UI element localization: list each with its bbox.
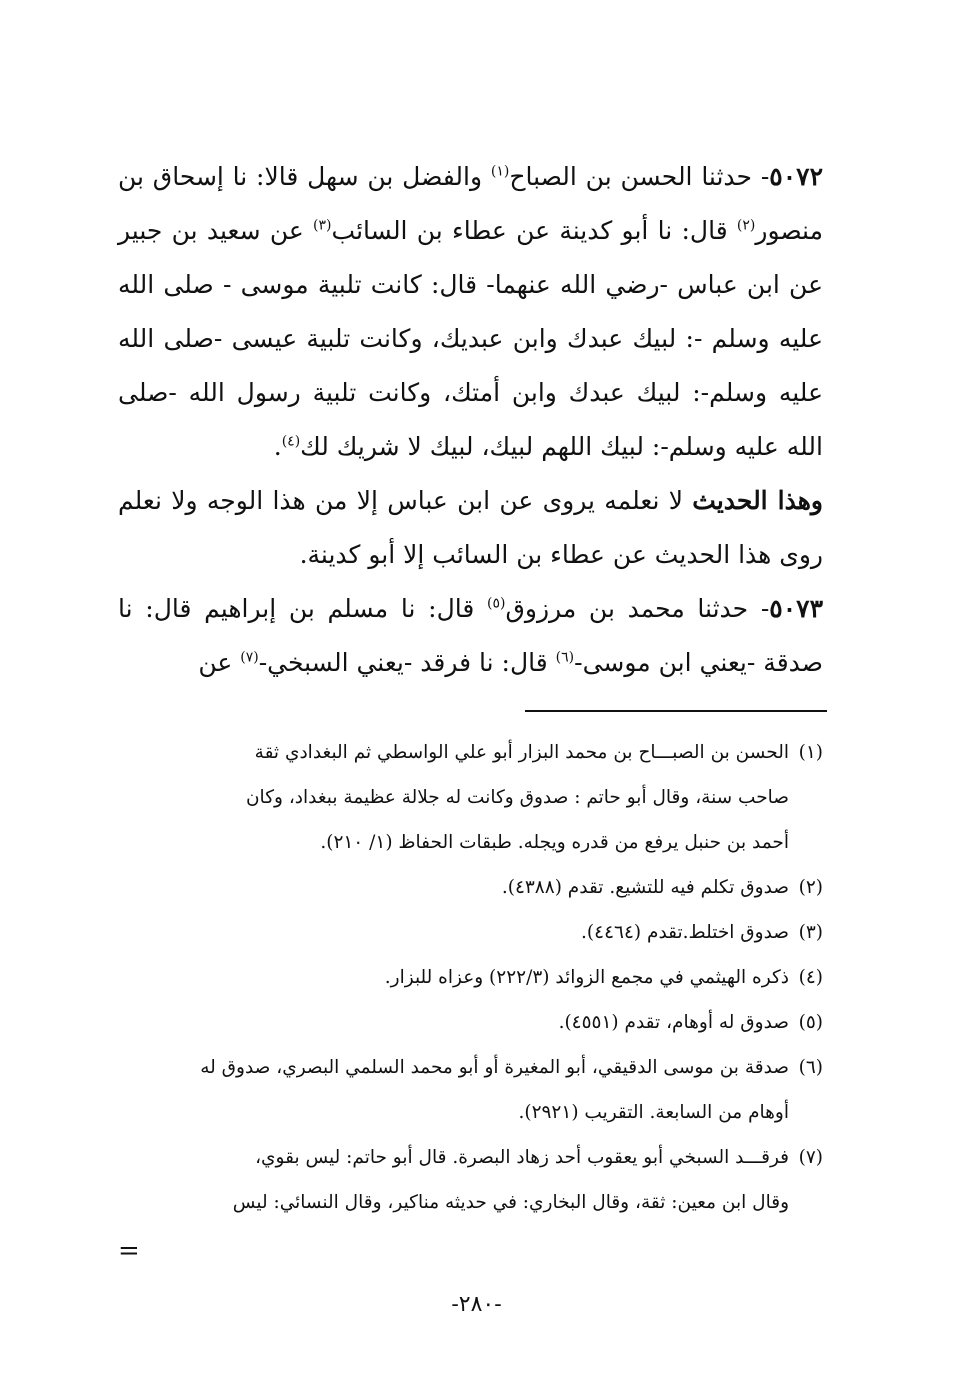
footnote-2: (٢)صدوق تكلم فيه للتشيع. تقدم (٤٣٨٨).: [118, 865, 823, 910]
footnote-ref[interactable]: (٦): [555, 649, 575, 666]
footnote-1: (١)الحسن بن الصبـــاح بن محمد البزار أبو علي الواسطي ثم البغدادي ثقة صاحب سنة، وقال أبو حاتم : صدوق وكانت له جلالة عظيمة ببغداد، وكان أحمد بن حنبل يرفع من قدره ويجله. طبقات الحفاظ (١/ ٢١٠).: [118, 730, 823, 865]
footnote-ref[interactable]: (٥): [487, 595, 506, 612]
footnote-label: (٣): [798, 922, 823, 943]
main-text: [118, 150, 823, 690]
footnote-ref[interactable]: (٢): [736, 217, 756, 234]
footnote-label: (٤): [798, 967, 823, 988]
hadith-number: ٥٠٧٢: [769, 162, 823, 191]
footnote-label: (٧): [798, 1147, 823, 1168]
footnote-5: (٥)صدوق له أوهام، تقدم (٤٥٥١).: [118, 1000, 823, 1045]
footnote-6: (٦)صدقة بن موسى الدقيقي، أبو المغيرة أو أبو محمد السلمي البصري، صدوق له أوهام من السابعة. التقريب (٢٩٢١).: [118, 1045, 823, 1135]
page-number: -٢٨٠-: [451, 1292, 502, 1317]
hadith-5073: ٥٠٧٣- حدثنا محمد بن مرزوق$^{(٥)}$ قال: نا مسلم بن إبراهيم قال: نا صدقة -يعني ابن موسى-$^{(٦)}$ قال: نا فرقد -يعني السبخي-$^{(٧)}$ عن: [118, 594, 823, 677]
footnote-label: (١): [798, 742, 823, 763]
footnote-7: (٧)فرقـــد السبخي أبو يعقوب أحد زهاد البصرة. قال أبو حاتم: ليس بقوي، وقال ابن معين: ثقة، وقال البخاري: في حديثه مناكير، وقال النسائي: ليس: [118, 1135, 823, 1225]
footnote-label: (٥): [798, 1012, 823, 1033]
hadith-5072: ٥٠٧٢- حدثنا الحسن بن الصباح$^{(١)}$ والفضل بن سهل قالا: نا إسحاق بن منصور$^{(٢)}$ قال: نا أبو كدينة عن عطاء بن السائب$^{(٣)}$ عن سعيد بن جبير عن ابن عباس -رضي الله عنهما- قال: كانت تلبية موسى - صلى الله عليه وسلم -: لبيك عبدك وابن عبديك، وكانت تلبية عيسى -صلى الله عليه وسلم-: لبيك عبدك وابن أمتك، وكانت تلبية رسول الله -صلى الله عليه وسلم-: لبيك اللهم لبيك، لبيك لا شريك لك$^{(٤)}$.: [118, 162, 823, 461]
footnote-label: (٢): [798, 877, 823, 898]
footnote-separator: [525, 710, 827, 712]
footnote-ref[interactable]: (١): [490, 163, 510, 180]
footnotes: [118, 730, 823, 1225]
hadith-number: ٥٠٧٣: [769, 594, 823, 623]
footnote-ref[interactable]: (٧): [240, 649, 259, 666]
footnote-3: (٣)صدوق اختلط.تقدم (٤٤٦٤).: [118, 910, 823, 955]
footnote-ref[interactable]: (٤): [281, 433, 301, 450]
footnote-ref[interactable]: (٣): [313, 217, 332, 234]
footnote-4: (٤)ذكره الهيثمي في مجمع الزوائد (٢٢٢/٣) وعزاه للبزار.: [118, 955, 823, 1000]
hadith-comment: وهذا الحديث لا نعلمه يروى عن ابن عباس إلا من هذا الوجه ولا نعلم روى هذا الحديث عن عطاء بن السائب إلا أبو كدينة.: [118, 486, 824, 569]
footnote-label: (٦): [798, 1057, 823, 1078]
comment-lead: وهذا الحديث: [692, 486, 824, 515]
continuation-mark: =: [118, 1236, 140, 1266]
